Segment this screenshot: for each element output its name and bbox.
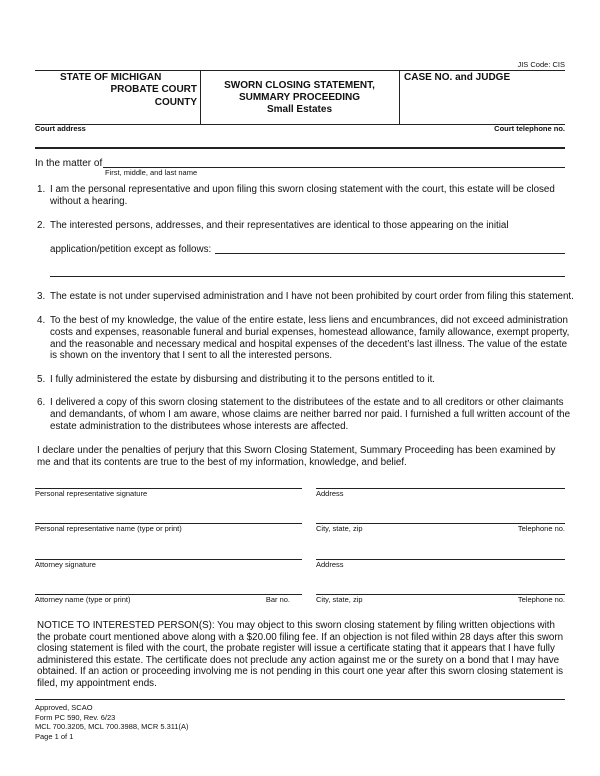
court-label: PROBATE COURT: [110, 84, 197, 95]
item-6-line2: and demandants, of whom I am aware, whose claims are neither barred nor paid. I furnished a full written account of the: [50, 409, 571, 420]
pr-signature-label: Personal representative signature: [35, 489, 148, 498]
notice-line-1: NOTICE TO INTERESTED PERSON(S): You may object to this sworn closing statement by filing written objections with: [37, 620, 555, 631]
header-bottom-border: [35, 124, 565, 125]
address2-field[interactable]: [316, 559, 565, 560]
court-phone-label: Court telephone no.: [494, 124, 565, 133]
city2-label: City, state, zip: [316, 595, 363, 604]
case-label: CASE NO. and JUDGE: [404, 72, 511, 83]
matter-name-sublabel: First, middle, and last name: [105, 168, 198, 177]
item-5-number: 5.: [37, 374, 46, 385]
item-4-number: 4.: [37, 315, 46, 326]
footer-form-number: Form PC 590, Rev. 6/23: [35, 712, 116, 722]
address1-label: Address: [316, 489, 344, 498]
form-title-line3: Small Estates: [266, 104, 333, 115]
notice-line-6: filed, my appointment ends.: [37, 677, 157, 689]
header-divider-2: [399, 70, 400, 124]
declaration-line2: me and that its contents are true to the best of my information, knowledge, and belief.: [37, 457, 407, 468]
pr-name-label: Personal representative name (type or print): [35, 524, 182, 533]
notice-line-2: the probate court mentioned above along with a $20.00 filing fee. If an objection is not filed within 28 days after this sworn: [37, 631, 564, 643]
county-label: COUNTY: [154, 97, 197, 108]
address1-field[interactable]: [316, 488, 565, 489]
footer-page: Page 1 of 1: [35, 731, 74, 741]
item-6-line1: I delivered a copy of this sworn closing statement to the distributees of the estate and to all creditors or other claimants: [50, 397, 564, 408]
item-3-line1: The estate is not under supervised administration and I have not been prohibited by court order from filing this statement.: [50, 291, 574, 302]
notice-line-3: closing statement is filed with the court, the probate register will issue a certificate stating that it appears that I have fully: [37, 643, 555, 655]
item-4-line2: costs and expenses, reasonable funeral and burial expenses, homestead allowance, family allowance, exempt property,: [50, 327, 570, 338]
item-3-number: 3.: [37, 291, 46, 302]
item-1-line1: I am the personal representative and upon filing this sworn closing statement with the court, this estate will be closed: [50, 184, 555, 195]
footer-block: [35, 703, 189, 741]
footer-divider: [35, 699, 565, 700]
item-4-line1: To the best of my knowledge, the value of the entire estate, less liens and encumbrances, did not exceed administration: [50, 315, 568, 326]
item-2-number: 2.: [37, 220, 46, 231]
item-2-line1: The interested persons, addresses, and their representatives are identical to those appearing on the initial: [50, 220, 509, 231]
notice-line-5: obtained. If an action or proceeding involving me is not pending in this court one year after this sworn closing statement is: [37, 666, 564, 678]
exceptions-field-2[interactable]: [50, 276, 565, 277]
jis-code: JIS Code: CIS: [517, 60, 565, 69]
declaration-line1: I declare under the penalties of perjury that this Sworn Closing Statement, Summary Proceeding has been examined by: [37, 445, 556, 456]
atty-signature-label: Attorney signature: [35, 560, 96, 569]
city1-label: City, state, zip: [316, 524, 363, 533]
item-6-number: 6.: [37, 397, 46, 408]
item-4-line4: is shown on the inventory that I sent to all the interested persons.: [50, 350, 333, 361]
court-address-line[interactable]: [35, 147, 565, 149]
header-top-border: [35, 70, 565, 71]
court-address-label: Court address: [35, 124, 86, 133]
notice-paragraph: [37, 620, 565, 690]
address2-label: Address: [316, 560, 344, 569]
phone1-label: Telephone no.: [517, 524, 565, 533]
item-2-line2: application/petition except as follows:: [50, 244, 212, 255]
footer-mcl: MCL 700.3205, MCL 700.3988, MCR 5.311(A): [35, 722, 189, 731]
notice-line-4: administered this estate. The certificate does not preclude any action against me or the surety on a bond that I may have: [37, 654, 560, 666]
item-6-line3: estate administration to the distributees whose interests are affected.: [50, 421, 349, 432]
atty-name-label: Attorney name (type or print): [35, 595, 131, 604]
bar-no-label: Bar no.: [265, 595, 290, 604]
state-label: STATE OF MICHIGAN: [60, 72, 162, 83]
form-title-line2: SUMMARY PROCEEDING: [238, 92, 361, 103]
exceptions-field-1[interactable]: [215, 253, 565, 254]
form-title-line1: SWORN CLOSING STATEMENT,: [224, 80, 375, 91]
matter-label: In the matter of: [35, 158, 103, 169]
item-5-line1: I fully administered the estate by disbursing and distributing it to the persons entitled to it.: [50, 374, 436, 385]
item-4-line3: and the reasonable and necessary medical and hospital expenses of the decedent’s last illness. The value of the estate: [50, 339, 568, 350]
phone2-label: Telephone no.: [517, 595, 565, 604]
footer-approved: Approved, SCAO: [35, 703, 93, 712]
item-1-number: 1.: [37, 184, 46, 195]
item-1-line2: without a hearing.: [50, 196, 128, 207]
